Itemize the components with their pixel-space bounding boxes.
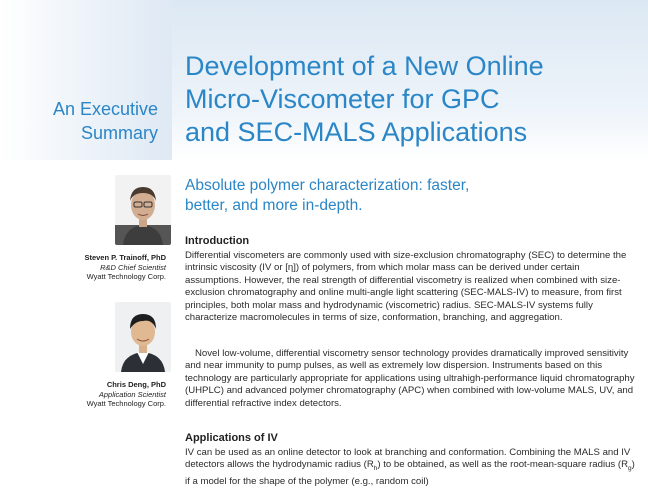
applications-text-b: ) to be obtained, as well as the root-mean-square radius (R (377, 459, 629, 471)
document-title (185, 50, 635, 149)
title-line-1: Development of a New Online (185, 51, 544, 81)
introduction-paragraph-1: Differential viscometers are commonly used with size-exclusion chromatography (SEC) to determine the intrinsic viscosity (IV or [η]) of polymers, from which molar mass can be derived under certain assumptions. However, the real strength of differential viscometry is realized when combined with size-exclusion chromatography and online multi-angle light scattering (SEC-MALS-IV) to measure, from first principles, both molar mass and hydrodynamic (viscometric) radius. SEC-MALS-IV systems fully characterize macromolecules in terms of size, conformation, branching, and aggregation. (185, 250, 627, 324)
author-company: Wyatt Technology Corp. (86, 272, 166, 281)
author-card-deng (4, 380, 166, 409)
subtitle-line-1: Absolute polymer characterization: faster, (185, 177, 470, 194)
section-label (20, 97, 158, 145)
subscript-h: h (373, 465, 378, 473)
subscript-g: g (628, 465, 632, 473)
title-line-2: Micro-Viscometer for GPC (185, 84, 500, 114)
applications-paragraph (185, 447, 635, 488)
author-card-trainoff (4, 253, 166, 282)
author-name: Steven P. Trainoff, PhD (84, 253, 166, 262)
author-company: Wyatt Technology Corp. (86, 399, 166, 408)
author-name: Chris Deng, PhD (106, 380, 166, 389)
author-role: R&D Chief Scientist (100, 262, 166, 272)
author-role: Application Scientist (98, 389, 166, 399)
applications-heading: Applications of IV (185, 432, 278, 444)
subtitle (185, 176, 515, 216)
introduction-paragraph-2: Novel low-volume, differential viscometry sensor technology provides dramatically improved sensitivity and near immunity to pump pulses, as well as extremely low dispersion. Instruments based on this technology are particularly appropriate for applications using ultrahigh-performance liquid chromatography (UHPLC) and advanced polymer chromatography (APC) when combined with low-volume MALS, UV, and differential refractive index detectors. (185, 348, 635, 409)
author-photo-deng (115, 302, 171, 372)
title-line-3: and SEC-MALS Applications (185, 117, 528, 147)
applications-text-a: IV can be used as an online detector to look at branching and conformation. Combining the MALS and IV detectors allows the hydrodynamic radius (R (185, 447, 631, 471)
section-label-line-2: Summary (80, 123, 158, 143)
section-label-line-1: An Executive (52, 99, 158, 119)
applications-text-c: ) if a model for the shape of the polymer (e.g., random coil) (185, 459, 635, 487)
introduction-heading: Introduction (185, 235, 250, 247)
subtitle-line-2: better, and more in-depth. (185, 197, 363, 214)
author-photo-trainoff (115, 175, 171, 245)
